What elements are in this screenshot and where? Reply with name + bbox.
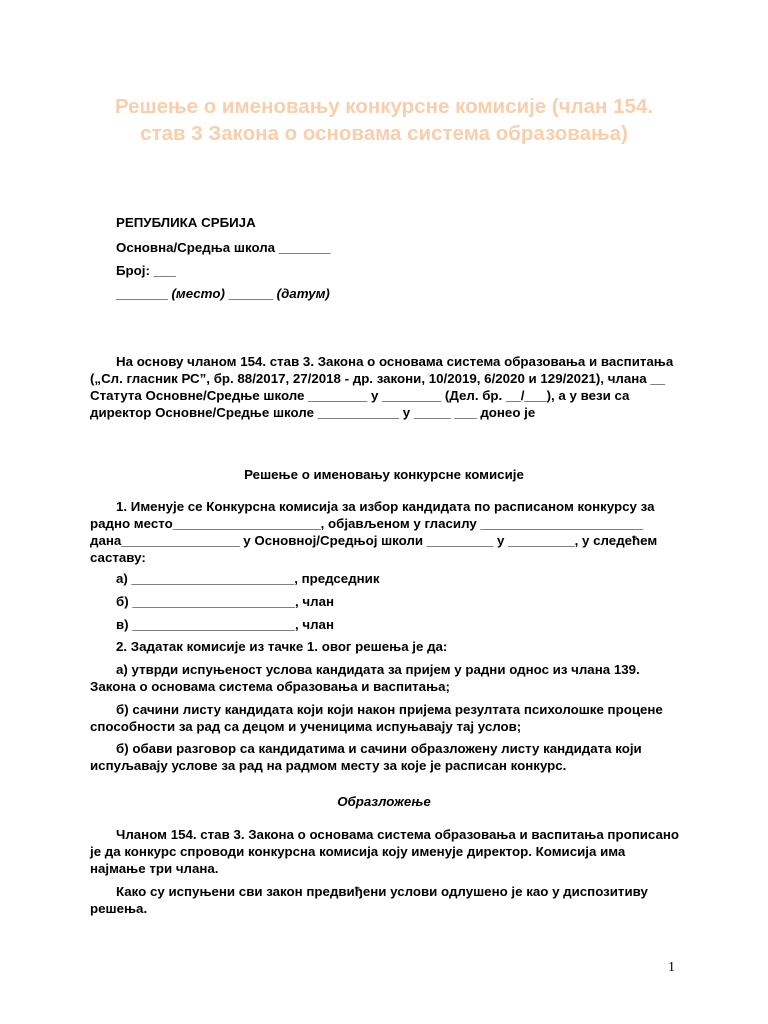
reasoning-paragraph-2: Како су испуњени сви закон предвиђени услови одлушено је као у диспозитиву решења. — [90, 884, 648, 916]
header-school: Основна/Средња школа _______ — [116, 240, 331, 255]
reasoning-title: Образложење — [337, 794, 431, 809]
preamble: На основу чланом 154. став 3. Закона о основама система образовања и васпитања („Сл. гласник РС”, бр. 88/2017, 27/2018 - др. закони, 10/2019, 6/2020 и 129/2021), члана __ Статута Основне/Средње школе ________ у ________ (Дел. бр. __/___), а у вези са директор Основне/Средње школе ___________ у _____ ___ донео је — [90, 354, 674, 420]
header-country: РЕПУБЛИКА СРБИЈА — [116, 215, 256, 230]
page-number: 1 — [668, 960, 675, 975]
place-blank: _______ — [116, 286, 172, 301]
member-2: б) ______________________, члан — [116, 594, 335, 609]
point-1: 1. Именује се Конкурсна комисија за избор кандидата по расписаном конкурсу за радно место____________________, објављеном у гласилу ______________________ дана________________ у Основној/Средњој школи _________ у _________, у следећем саставу: — [90, 499, 658, 565]
date-blank: ______ — [224, 286, 277, 301]
decision-title: Решење о именовању конкурсне комисије — [244, 467, 524, 482]
point-2: 2. Задатак комисије из тачке 1. овог решења је да: — [116, 639, 448, 654]
place-label: (место) — [171, 286, 225, 301]
task-a: а) утврди испуњеност услова кандидата за пријем у радни однос из члана 139. Закона о основама система образовања и васпитања; — [90, 662, 640, 694]
date-label: (датум) — [276, 286, 330, 301]
header-number: Број: ___ — [116, 263, 176, 278]
header-place-date — [116, 285, 330, 302]
document-title: Решење о именовању конкурсне комисије (члан 154. став 3 Закона о основама система образовања) — [114, 95, 654, 145]
member-chair: а) ______________________, председник — [116, 571, 380, 586]
task-c: б) обави разговор са кандидатима и сачини образложену листу кандидата који испуљавају услове за рад на радмом месту за које је расписан конкурс. — [90, 741, 642, 773]
reasoning-paragraph-1: Чланом 154. став 3. Закона о основама система образовања и васпитања прописано је да конкурс спроводи конкурсна комисија коју именује директор. Комисија има најмање три члана. — [90, 827, 680, 876]
task-b: б) сачини листу кандидата који који након пријема резултата психолошке процене способности за рад са децом и ученицима испуњавају тај услов; — [90, 702, 663, 734]
member-3: в) ______________________, члан — [116, 617, 334, 632]
